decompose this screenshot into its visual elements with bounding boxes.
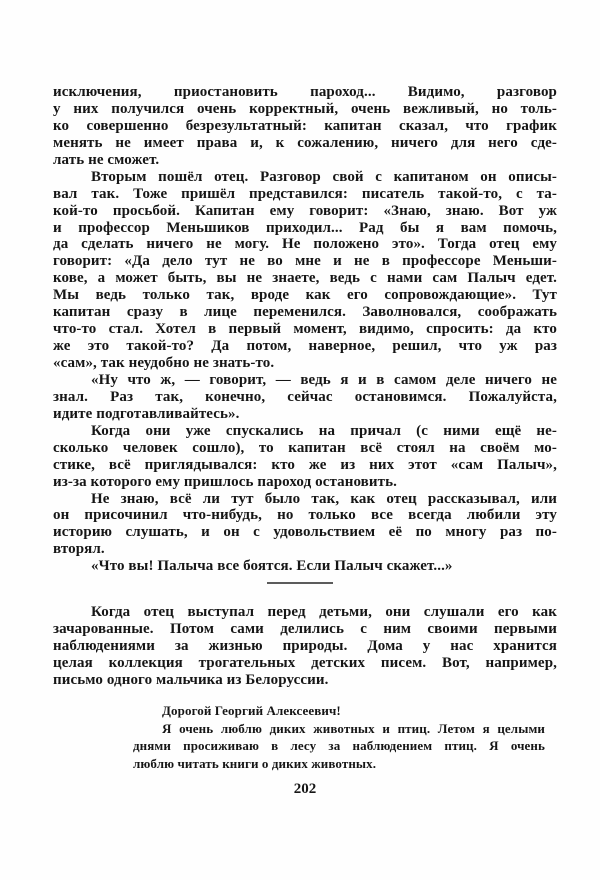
text-line: из-за которого ему пришлось пароход остановить. — [53, 473, 397, 490]
text-line: стике, всё приглядывался: кто же из них этот «сам Палыч», — [53, 456, 557, 473]
paragraph — [53, 169, 557, 372]
text-line: вторял. — [53, 541, 105, 558]
text-line: «Что вы! Палыча все боятся. Если Палыч скажет...» — [91, 558, 453, 575]
text-line: письмо одного мальчика из Белоруссии. — [53, 671, 329, 688]
text-line: историю слушать, и он с удовольствием её по многу раз по- — [53, 524, 557, 541]
text-line: менять не имеет права и, к сожалению, ничего для него сде- — [53, 134, 557, 151]
text-line: капитан сразу в лице переменился. Заволновался, соображать — [53, 304, 557, 321]
text-line: Вторым пошёл отец. Разговор свой с капитаном он описы- — [91, 168, 557, 185]
text-line: Дорогой Георгий Алексеевич! — [162, 703, 341, 718]
text-line: лать не сможет. — [53, 151, 160, 168]
second-text-block — [53, 604, 557, 689]
paragraph — [53, 491, 557, 559]
paragraph — [53, 84, 557, 169]
paragraph — [53, 558, 557, 575]
section-divider — [267, 582, 333, 584]
text-line: целая коллекция трогательных детских писем. Вот, например, — [53, 654, 557, 671]
text-line: Когда они уже спускались на причал (с ними ещё не- — [91, 422, 557, 439]
text-line: вал так. Тоже пришёл представился: писатель такой-то, с та- — [53, 185, 557, 202]
text-line: идите подготавливайтесь». — [53, 405, 240, 422]
text-line: зачарованные. Потом сами делились с ним своими первыми — [53, 620, 557, 637]
text-line: Не знаю, всё ли тут было так, как отец рассказывал, или — [91, 490, 557, 507]
main-text-block — [53, 84, 557, 575]
text-line: и профессор Меньшиков приходил... Рад бы я вам помочь, — [53, 219, 557, 236]
text-line: же это такой-то? Да потом, наверное, решил, что уж раз — [53, 338, 557, 355]
page-number: 202 — [293, 781, 317, 797]
text-line: да сделать ничего не могу. Не положено это». Тогда отец ему — [53, 236, 557, 253]
paragraph — [53, 604, 557, 689]
text-line: кой-то просьбой. Капитан ему говорит: «Знаю, знаю. Вот уж — [53, 202, 557, 219]
text-line: днями просиживаю в лесу за наблюдением птиц. Я очень — [133, 738, 545, 754]
text-line: «Ну что ж, — говорит, — ведь я и в самом деле ничего не — [91, 371, 557, 388]
paragraph — [133, 720, 545, 773]
text-line: он присочинил что-нибудь, но только все всегда любили эту — [53, 507, 557, 524]
text-line: говорит: «Да дело тут не во мне и не в профессоре Меньши- — [53, 253, 557, 270]
text-line: что-то стал. Хотел в первый момент, видимо, спросить: да кто — [53, 321, 557, 338]
text-line: ко совершенно безрезультатный: капитан сказал, что график — [53, 117, 557, 134]
text-line: люблю читать книги о диких животных. — [133, 755, 377, 771]
paragraph — [53, 372, 557, 423]
text-line: знал. Раз так, конечно, сейчас остановимся. Пожалуйста, — [53, 388, 557, 405]
letter-excerpt-block — [133, 702, 545, 772]
text-line: у них получился очень корректный, очень вежливый, но толь- — [53, 100, 557, 117]
paragraph — [133, 702, 545, 720]
text-line: Мы ведь только так, вроде как его сопровождающие». Тут — [53, 287, 557, 304]
text-line: наблюдениями за жизнью природы. Дома у нас хранится — [53, 637, 557, 654]
text-line: кове, а может быть, вы не знаете, ведь с нами сам Палыч едет. — [53, 270, 557, 287]
text-line: «сам», так неудобно не знать-то. — [53, 355, 275, 371]
text-line: исключения, приостановить пароход... Видимо, разговор — [53, 84, 557, 100]
text-line: сколько человек сошло), то капитан всё стоял на своём мо- — [53, 439, 557, 456]
text-line: Я очень люблю диких животных и птиц. Летом я целыми — [162, 720, 545, 736]
paragraph — [53, 423, 557, 491]
text-line: Когда отец выступал перед детьми, они слушали его как — [91, 604, 557, 620]
